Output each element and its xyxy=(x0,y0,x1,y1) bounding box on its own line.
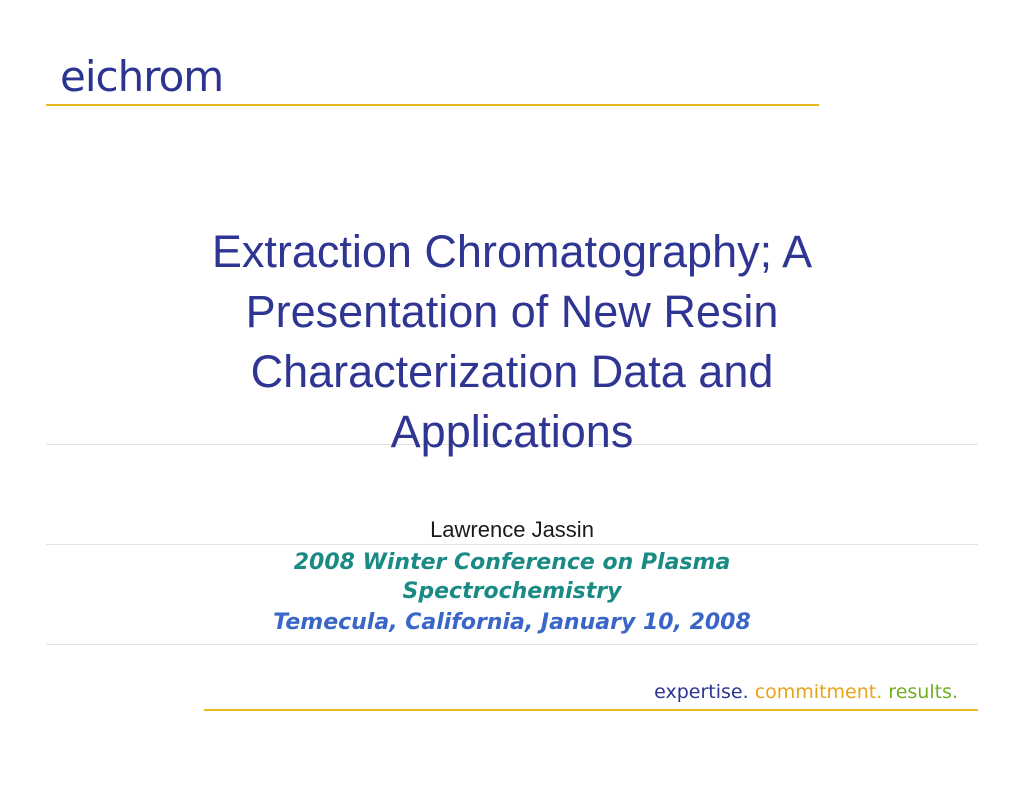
divider-line xyxy=(46,644,978,645)
company-tagline xyxy=(654,680,958,704)
conference-name xyxy=(0,548,1024,606)
divider-line xyxy=(46,544,978,545)
conference-line: 2008 Winter Conference on Plasma xyxy=(293,550,731,575)
conference-line: Spectrochemistry xyxy=(402,579,622,604)
slide-title xyxy=(112,222,912,462)
author-name: Lawrence Jassin xyxy=(430,517,594,542)
slide-title-line: Extraction Chromatography; A xyxy=(211,226,813,277)
slide-title-line: Characterization Data and xyxy=(250,346,774,397)
tagline-word-commitment: commitment. xyxy=(754,681,883,703)
slide-title-line: Presentation of New Resin xyxy=(245,286,779,337)
venue-date: Temecula, California, January 10, 2008 xyxy=(273,610,751,635)
header-rule xyxy=(46,104,819,106)
footer-rule xyxy=(204,709,978,711)
eichrom-logo: eichrom xyxy=(60,52,224,101)
slide-title-line: Applications xyxy=(390,406,634,457)
tagline-word-expertise: expertise. xyxy=(654,681,749,703)
tagline-word-results: results. xyxy=(888,681,958,703)
